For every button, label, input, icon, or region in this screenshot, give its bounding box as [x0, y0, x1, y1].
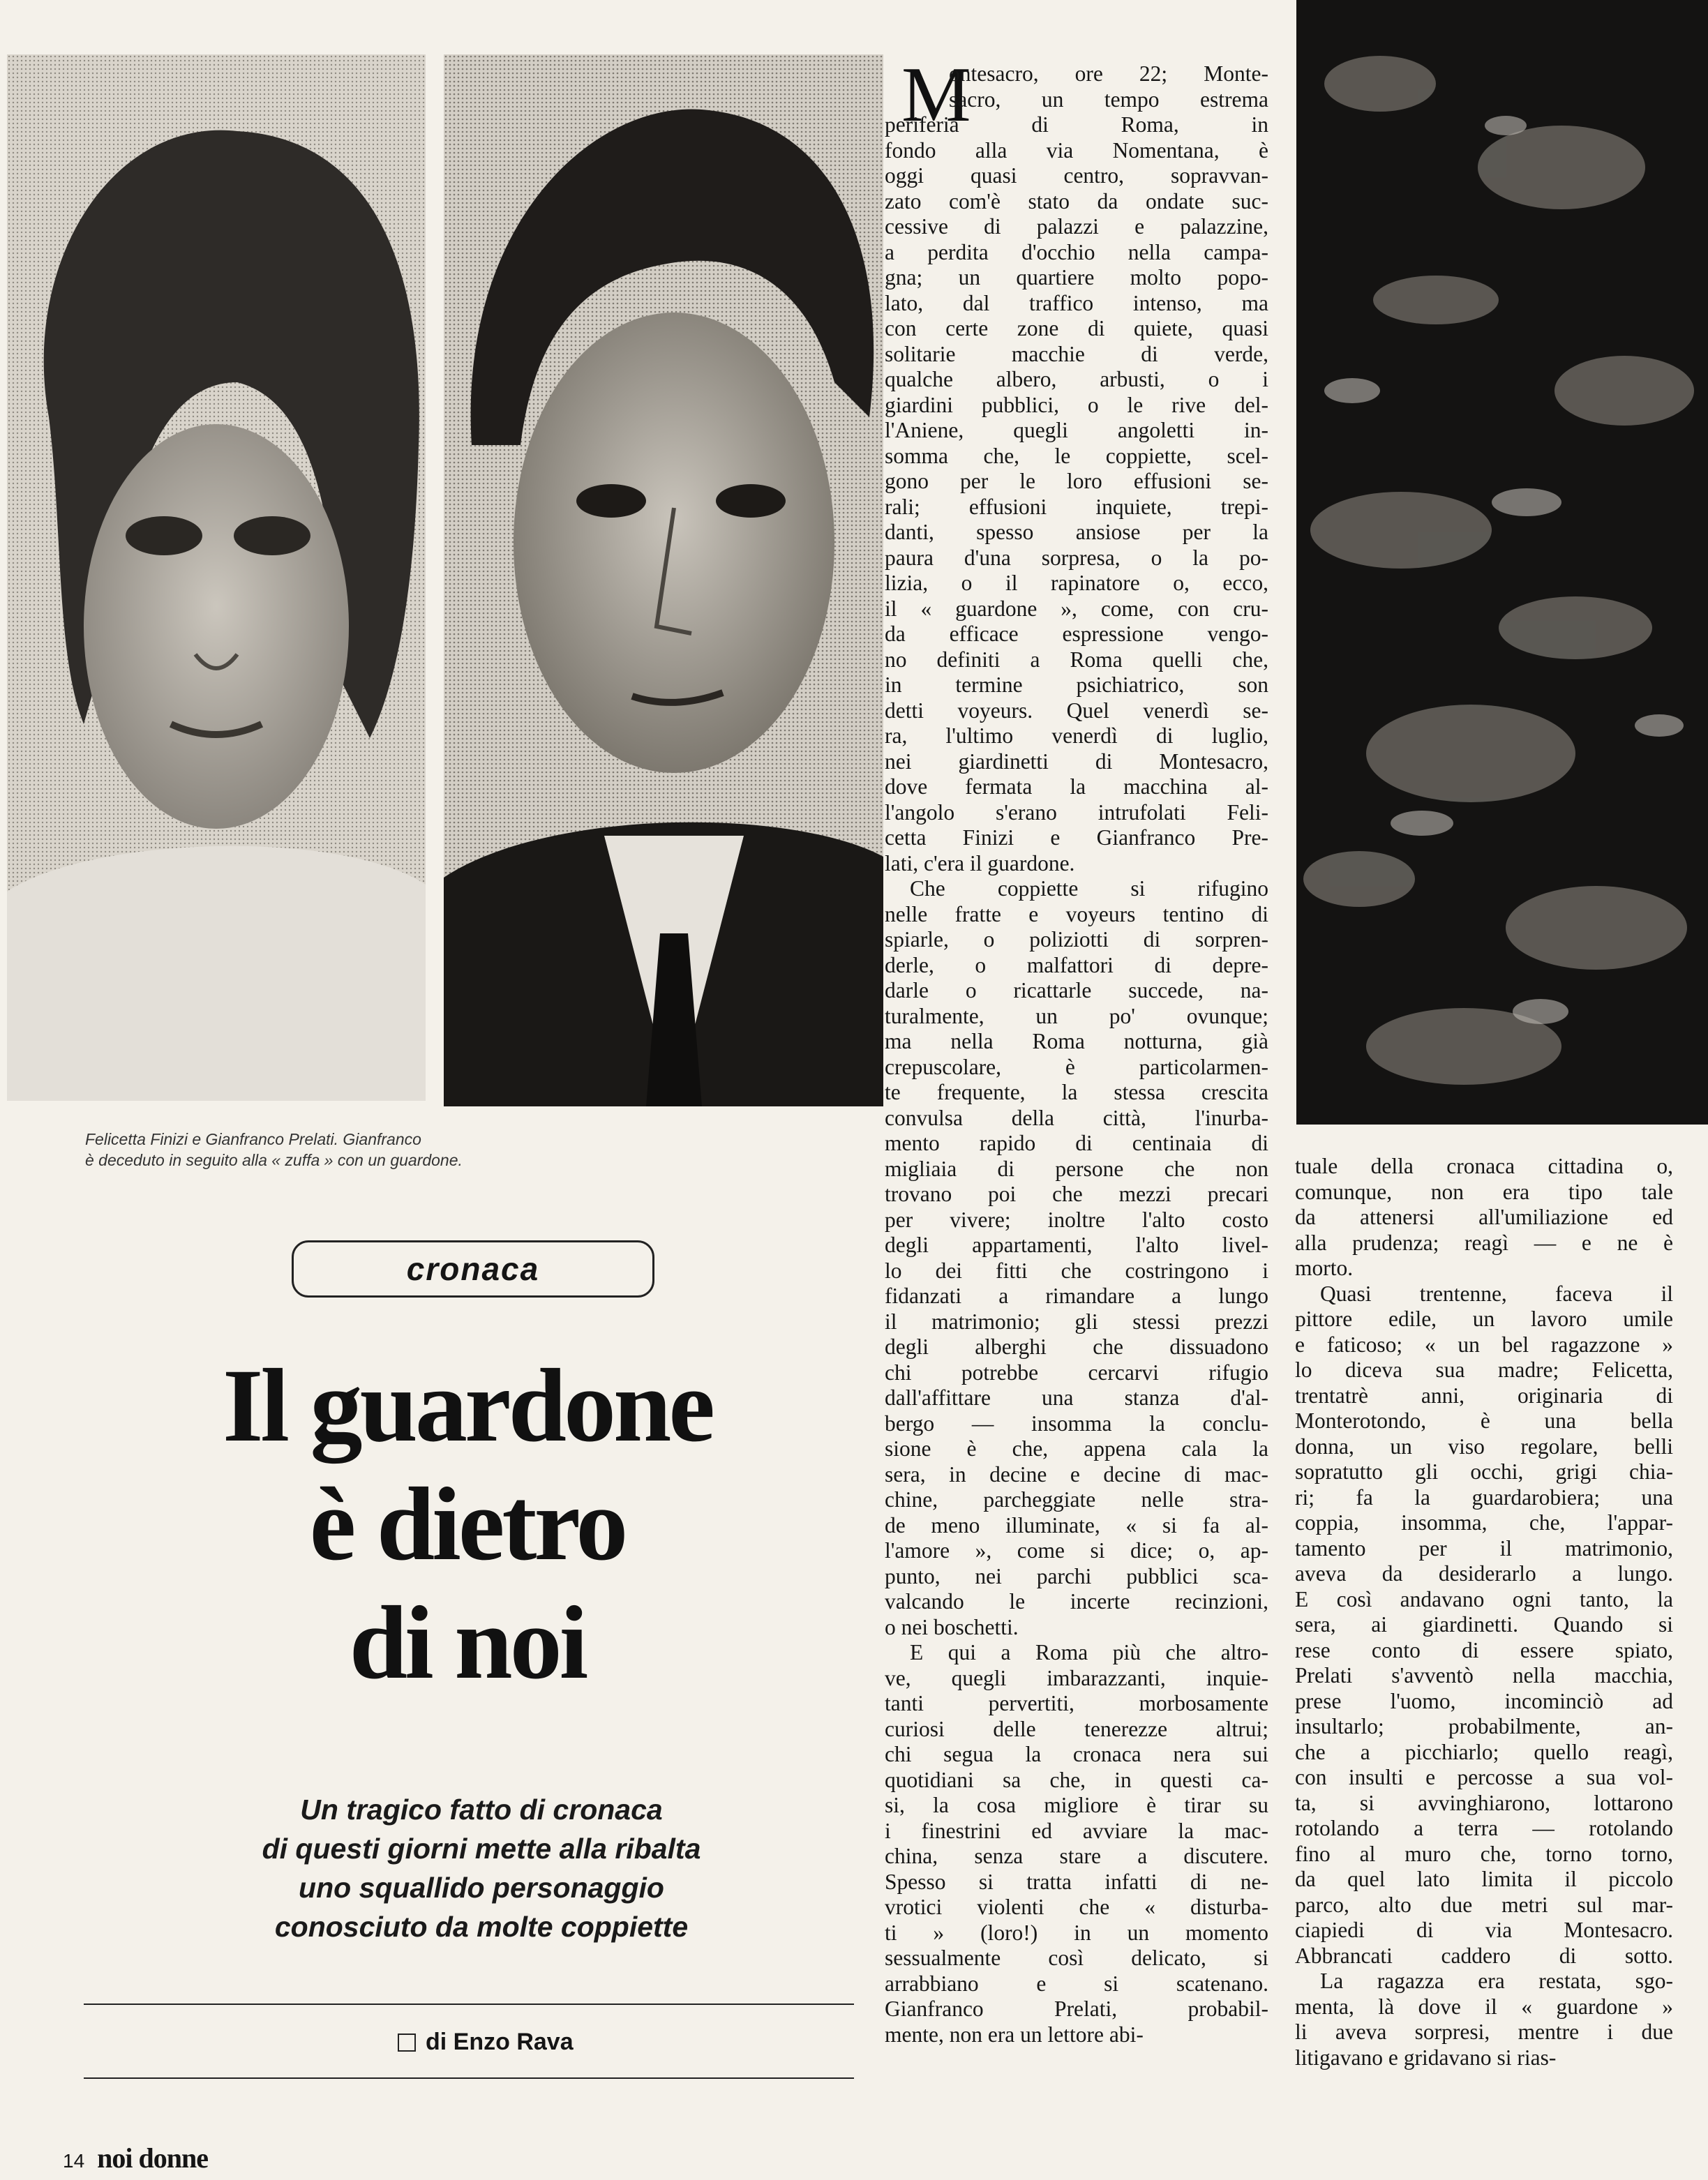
article-line: ve, quegli imbarazzanti, inquie- [885, 1665, 1268, 1690]
article-line: Prelati s'avventò nella macchia, [1295, 1663, 1673, 1687]
article-line: convulsa della città, l'inurba- [885, 1105, 1268, 1130]
foliage-illustration [1296, 0, 1708, 1125]
article-line: l'Aniene, quegli angoletti in- [885, 418, 1268, 442]
article-line: somma che, le coppiette, scel- [885, 443, 1268, 468]
article-line: prese l'uomo, incominciò ad [1295, 1688, 1673, 1713]
headline [84, 1346, 851, 1702]
photo-gianfranco-prelati [444, 54, 883, 1106]
page-number: 14 [63, 2150, 85, 2172]
article-line: Che coppiette si rifugino [910, 876, 1268, 901]
headline-line: di noi [349, 1585, 586, 1701]
article-line: fino al muro che, torno torno, [1295, 1841, 1673, 1866]
checkbox-square-icon [398, 2034, 416, 2052]
section-label: cronaca [292, 1240, 654, 1298]
article-line: ra, l'ultimo venerdì di luglio, [885, 723, 1268, 748]
drop-cap: M [901, 52, 971, 138]
page-footer [63, 2142, 208, 2174]
article-line: l'angolo s'erano intrufolati Feli- [885, 799, 1268, 825]
article-line: ontesacro, ore 22; Monte- [949, 61, 1268, 86]
article-line: te frequente, la stessa crescita [885, 1080, 1268, 1104]
article-line: giardini pubblici, o le rive del- [885, 392, 1268, 417]
headline-line: Il guardone [223, 1348, 712, 1464]
article-line: dove fermata la macchina al- [885, 774, 1268, 799]
article-line: solitarie macchie di verde, [885, 341, 1268, 366]
article-line: fondo alla via Nomentana, è [885, 137, 1268, 163]
headline-line: è dietro [309, 1466, 626, 1582]
article-line: degli alberghi che dissuadono [885, 1335, 1268, 1359]
article-line: parco, alto due metri sul mar- [1295, 1892, 1673, 1917]
caption-line: Felicetta Finizi e Gianfranco Prelati. Gianfranco [85, 1130, 421, 1148]
deck-subheading [140, 1790, 823, 1946]
article-line: trovano poi che mezzi precari [885, 1182, 1268, 1206]
article-line: degli appartamenti, l'alto livel- [885, 1233, 1268, 1257]
article-line: che a picchiarlo; quello reagì, [1295, 1739, 1673, 1764]
article-line: menta, là dove il « guardone » [1295, 1994, 1673, 2019]
article-line: da attenersi all'umiliazione ed [1295, 1205, 1673, 1229]
article-line: rotolando a terra — rotolando [1295, 1816, 1673, 1840]
article-line: sessualmente così delicato, si [885, 1946, 1268, 1970]
article-line: a perdita d'occhio nella campa- [885, 239, 1268, 264]
article-column-2 [1295, 1154, 1673, 2070]
article-line: litigavano e gridavano si rias- [1295, 2045, 1557, 2070]
article-line: china, senza stare a discutere. [885, 1844, 1268, 1868]
article-line: turalmente, un po' ovunque; [885, 1003, 1268, 1028]
article-line: E così andavano ogni tanto, la [1295, 1586, 1673, 1611]
man-portrait-illustration [444, 54, 883, 1106]
article-line: detti voyeurs. Quel venerdì se- [885, 698, 1268, 723]
deck-line: di questi giorni mette alla ribalta [262, 1833, 701, 1865]
article-line: nei giardinetti di Montesacro, [885, 749, 1268, 774]
article-line: sopratutto gli occhi, grigi chia- [1295, 1459, 1673, 1484]
article-line: li aveva sorpresi, mentre i due [1295, 2020, 1673, 2044]
article-line: bergo — insomma la conclu- [885, 1411, 1268, 1436]
article-line: chi potrebbe cercarvi rifugio [885, 1360, 1268, 1385]
article-line: tanti pervertiti, morbosamente [885, 1691, 1268, 1715]
photo-caption [85, 1129, 643, 1171]
article-line: La ragazza era restata, sgo- [1320, 1969, 1673, 1993]
byline-rule-bottom [84, 2077, 854, 2079]
article-line: lato, dal traffico intenso, ma [885, 290, 1268, 315]
article-line: comunque, non era tipo tale [1295, 1179, 1673, 1204]
article-line: mento rapido di centinaia di [885, 1131, 1268, 1155]
caption-line: è deceduto in seguito alla « zuffa » con un guardone. [85, 1151, 463, 1169]
article-line: rese conto di essere spiato, [1295, 1637, 1673, 1662]
article-line: e faticoso; « un bel ragazzone » [1295, 1332, 1673, 1357]
article-line: rali; effusioni inquiete, trepi- [885, 494, 1268, 519]
article-line: migliaia di persone che non [885, 1156, 1268, 1181]
article-line: Gianfranco Prelati, probabil- [885, 1997, 1268, 2021]
article-line: darle o ricattarle succede, na- [885, 978, 1268, 1002]
article-line: trentatrè anni, originaria di [1295, 1383, 1673, 1408]
article-line: chine, parcheggiate nelle stra- [885, 1487, 1268, 1512]
article-line: curiosi delle tenerezze altrui; [885, 1716, 1268, 1741]
article-line: tamento per il matrimonio, [1295, 1535, 1673, 1561]
article-line: E qui a Roma più che altro- [910, 1640, 1268, 1664]
article-line: mente, non era un lettore abi- [885, 2022, 1144, 2047]
article-line: qualche albero, arbusti, o i [885, 367, 1268, 391]
article-line: morto. [1295, 1256, 1354, 1280]
article-line: sera, ai giardinetti. Quando si [1295, 1612, 1673, 1637]
article-line: periferia di Roma, in [885, 112, 1268, 137]
article-line: Monterotondo, è una bella [1295, 1408, 1673, 1433]
article-line: Quasi trentenne, faceva il [1320, 1281, 1673, 1306]
article-line: crepuscolare, è particolarmen- [885, 1054, 1268, 1079]
article-line: il matrimonio; gli stessi prezzi [885, 1309, 1268, 1334]
article-line: ti » (loro!) in un momento [885, 1920, 1268, 1945]
article-line: sacro, un tempo estrema [949, 87, 1268, 112]
woman-portrait-illustration [7, 54, 426, 1101]
deck-line: uno squallido personaggio [299, 1872, 664, 1904]
article-line: tuale della cronaca cittadina o, [1295, 1154, 1673, 1178]
article-line: coppia, insomma, che, l'appar- [1295, 1510, 1673, 1535]
article-line: zato com'è stato da ondate suc- [885, 188, 1268, 213]
deck-line: Un tragico fatto di cronaca [300, 1794, 663, 1826]
article-line: pittore edile, un lavoro umile [1295, 1307, 1673, 1331]
magazine-name: noi donne [97, 2142, 209, 2174]
article-line: ta, si avvinghiarono, lottarono [1295, 1790, 1673, 1815]
article-line: paura d'una sorpresa, o la po- [885, 545, 1268, 570]
article-line: sera, in decine e decine di mac- [885, 1461, 1268, 1487]
byline-rule-top [84, 2004, 854, 2005]
article-line: de meno illuminate, « si fa al- [885, 1512, 1268, 1538]
article-line: o nei boschetti. [885, 1614, 1019, 1639]
article-line: nelle fratte e voyeurs tentino di [885, 901, 1268, 926]
article-line: l'amore », come si dice; o, ap- [885, 1538, 1268, 1563]
byline-author: di Enzo Rava [426, 2029, 574, 2055]
article-line: donna, un viso regolare, belli [1295, 1434, 1673, 1459]
article-line: lizia, o il rapinatore o, ecco, [885, 571, 1268, 595]
article-line: cessive di palazzi e palazzine, [885, 214, 1268, 239]
article-line: arrabbiano e si scatenano. [885, 1971, 1268, 1996]
photo-foliage [1296, 0, 1708, 1125]
article-line: ma nella Roma notturna, già [885, 1029, 1268, 1053]
article-line: chi segua la cronaca nera sui [885, 1742, 1268, 1766]
article-line: da quel lato limita il piccolo [1295, 1867, 1673, 1891]
article-line: dall'affittare una stanza d'al- [885, 1385, 1268, 1410]
photo-felicetta-finizi [7, 54, 426, 1101]
byline [398, 2029, 574, 2056]
article-line: sione è che, appena cala la [885, 1436, 1268, 1461]
article-line: punto, nei parchi pubblici sca- [885, 1563, 1268, 1588]
article-line: da efficace espressione vengo- [885, 622, 1268, 646]
article-line: derle, o malfattori di depre- [885, 952, 1268, 977]
article-line: ciapiedi di via Montesacro. [1295, 1918, 1673, 1942]
article-line: fidanzati a rimandare a lungo [885, 1284, 1268, 1308]
article-line: lo diceva sua madre; Felicetta, [1295, 1358, 1673, 1382]
article-line: gono per le loro effusioni se- [885, 469, 1268, 493]
article-column-1 [885, 61, 1268, 2047]
article-line: vrotici violenti che « disturba- [885, 1895, 1268, 1919]
deck-line: conosciuto da molte coppiette [274, 1911, 689, 1943]
article-line: spiarle, o poliziotti di sorpren- [885, 927, 1268, 952]
article-line: i finestrini ed avviare la mac- [885, 1818, 1268, 1843]
article-line: insultarlo; probabilmente, an- [1295, 1714, 1673, 1738]
article-line: con certe zone di quiete, quasi [885, 316, 1268, 340]
article-line: lati, c'era il guardone. [885, 850, 1075, 875]
article-line: gna; un quartiere molto popo- [885, 265, 1268, 290]
article-line: Abbrancati caddero di sotto. [1295, 1943, 1673, 1968]
article-line: Spesso si tratta infatti di ne- [885, 1869, 1268, 1894]
article-line: no definiti a Roma quelli che, [885, 647, 1268, 672]
article-line: aveva da desiderarlo a lungo. [1295, 1561, 1673, 1586]
article-line: in termine psichiatrico, son [885, 672, 1268, 697]
article-line: lo dei fitti che costringono i [885, 1258, 1268, 1283]
article-line: per vivere; inoltre l'alto costo [885, 1207, 1268, 1232]
article-line: danti, spesso ansiose per la [885, 520, 1268, 544]
article-line: oggi quasi centro, sopravvan- [885, 163, 1268, 188]
article-line: alla prudenza; reagì — e ne è [1295, 1230, 1673, 1255]
article-line: con insulti e percosse a sua vol- [1295, 1765, 1673, 1789]
article-line: il « guardone », come, con cru- [885, 596, 1268, 621]
article-line: ri; fa la guardarobiera; una [1295, 1484, 1673, 1510]
article-line: cetta Finizi e Gianfranco Pre- [885, 825, 1268, 850]
article-line: quotidiani sa che, in questi ca- [885, 1767, 1268, 1792]
article-line: si, la cosa migliore è tirar su [885, 1793, 1268, 1817]
article-line: valcando le incerte recinzioni, [885, 1589, 1268, 1614]
